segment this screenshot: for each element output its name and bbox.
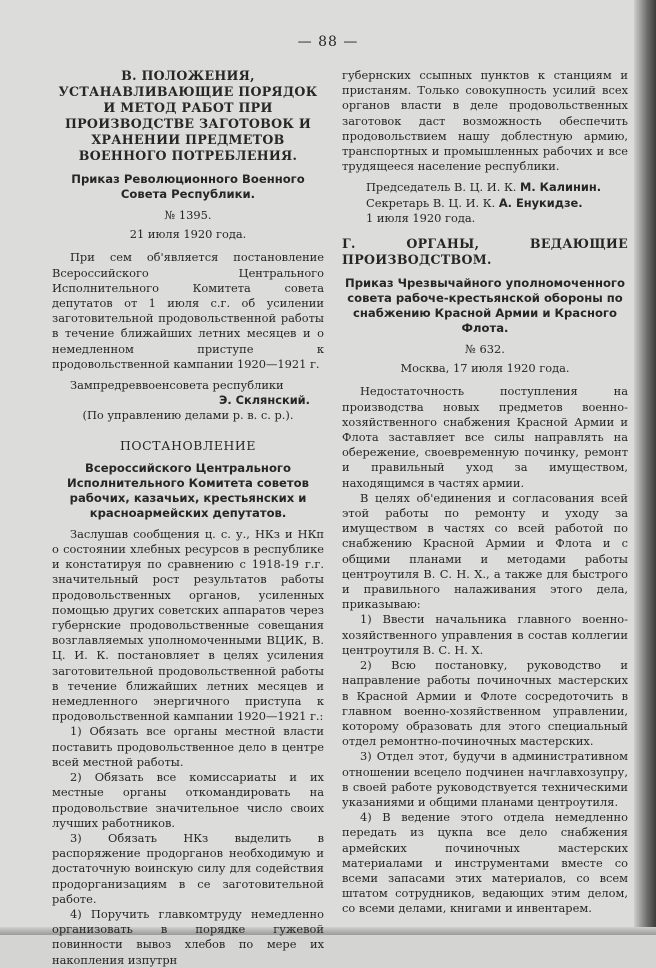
order-item: 1) Ввести начальника главного военно-хозяйственного управления в состав коллегии центроутиля В. С. Н. Х. xyxy=(342,612,628,657)
decree-body: Заслушав сообщения ц. с. у., НКз и НКп о состоянии хлебных ресурсов в республике и констатируя по сравнению с 1918-19 г.г. значительный рост результатов работы продовольственных органов, усиленных помощью других советских аппаратов через губернские продовольственные совещания возглавляемых уполномоченными ВЦИК, В. Ц. И. К. постановляет в целях усиления заготовительной продовольственной работы в течение ближайших летних месяцев и немедленного энергичного приступа к продовольственной кампании 1920—1921 г.: xyxy=(52,526,324,724)
intro-paragraph: При сем об'является постановление Всероссийского Центрального Исполнительного Комитета совета депутатов от 1 июля с.г. об усилении заготовительной продовольственной работы в течение ближайших летних месяцев и о немедленном приступе к продовольственной кампании 1920—1921 г. xyxy=(52,250,324,371)
order-date: 21 июля 1920 года. xyxy=(129,227,247,242)
order-paragraph: В целях об'единения и согласования всей этой работы по ремонту и уходу за имуществом в частях со всей работой по снабжению Красной Армии и Флота и с общими планами и методами работы центроутиля В. С. Н. Х., а также для быстрого и правильного налаживания этого дела, приказываю: xyxy=(342,490,628,612)
section-title-g: Г. ОРГАНЫ, ВЕДАЮЩИЕ ПРОИЗВОДСТВОМ. xyxy=(342,236,628,268)
left-column xyxy=(52,68,324,968)
decree-item: 1) Обязать все органы местной власти поставить продовольственное дело в центре всей местной работы. xyxy=(52,724,324,769)
order-paragraph: Недостаточность поступления на производства новых предметов военно-хозяйственного снабжения Красной Армии и Флота заставляет все силы направлять на обережение, своевременную починку, ремонт и правильный уход за имуществом, находящимся в частях армии. xyxy=(342,384,628,490)
sign-date: 1 июля 1920 года. xyxy=(366,210,476,225)
section-title-v: В. ПОЛОЖЕНИЯ, УСТАНАВЛИВАЮЩИЕ ПОРЯДОК И МЕТОД РАБОТ ПРИ ПРОИЗВОДСТВЕ ЗАГОТОВОК И ХРАНЕНИИ ПРЕДМЕТОВ ВОЕННОГО ПОТРЕБЛЕНИЯ. xyxy=(58,68,318,163)
decree-item: 4) Поручить главкомтруду немедленно организовать в порядке гужевой повинности вывоз хлебов по мере их накопления изпутрн xyxy=(52,906,324,967)
order-title-rvs: Приказ Революционного Военного Совета Республики. xyxy=(71,172,305,201)
order-number: № 1395. xyxy=(164,208,212,222)
chairman-name: М. Калинин. xyxy=(520,180,602,195)
page-edge-shadow xyxy=(634,0,656,935)
decree-title: Всероссийского Центрального Исполнительного Комитета советов рабочих, казачьих, крестьянских и красноармейских депутатов. xyxy=(67,460,309,520)
order-number: № 632. xyxy=(465,342,505,357)
order-title-snabzhenie: Приказ Чрезвычайного уполномоченного совета рабоче-крестьянской обороны по снабжению Красной Армии и Красного Флота. xyxy=(345,276,625,336)
secretary-name: А. Енукидзе. xyxy=(498,195,583,210)
department-line: (По управлению делами р. в. с. р.). xyxy=(82,408,294,423)
order-item: 4) В ведение этого отдела немедленно передать из цукпа все дело снабжения армейских починочных мастерских материалами и инструментами вместе со всеми запасами этих материалов, со всем штатом сотрудников, ведающих этим делом, со всеми делами, книгами и инвентарем. xyxy=(342,810,628,916)
order-item: 3) Отдел этот, будучи в административном отношении всецело подчинен начглавхозупру, в своей работе руководствуется техническими указаниями и общими планами центроутиля. xyxy=(342,749,628,809)
secretary-line xyxy=(342,196,628,211)
order-date: Москва, 17 июля 1920 года. xyxy=(400,361,570,376)
page-number: — 88 — xyxy=(297,34,359,50)
chairman-label: Председатель В. Ц. И. К. xyxy=(366,180,517,195)
chairman-line xyxy=(342,180,628,195)
deputy-line: Зампредреввоенсовета республики xyxy=(70,378,284,393)
decree-heading: ПОСТАНОВЛЕНИЕ xyxy=(119,437,256,453)
continuation-paragraph: губернских ссыпных пунктов к станциям и пристаням. Только совокупность усилий всех органов власти в деле продовольственных заготовок даст возможность обеспечить продовольствием нашу доблестную армию, транспортных и промышленных рабочих и все трудящееся население республики. xyxy=(342,68,628,174)
right-column xyxy=(342,68,628,917)
deputy-name: Э. Склянский. xyxy=(218,393,310,408)
decree-item: 3) Обязать НКз выделить в распоряжение продорганов необходимую и достаточную воинскую силу для содействия продорганизациям в се заготовительной работе. xyxy=(52,830,324,906)
decree-item: 2) Обязать все комиссариаты и их местные органы откомандировать на продовольствие значительное число своих лучших работников. xyxy=(52,770,324,830)
order-item: 2) Всю постановку, руководство и направление работы починочных мастерских в Красной Армии и Флоте сосредоточить в главном военно-хозяйственном управлении, которому образовать для этого специальный отдел ремонтно-починочных мастерских. xyxy=(342,658,628,749)
secretary-label: Секретарь В. Ц. И. К. xyxy=(366,195,496,210)
